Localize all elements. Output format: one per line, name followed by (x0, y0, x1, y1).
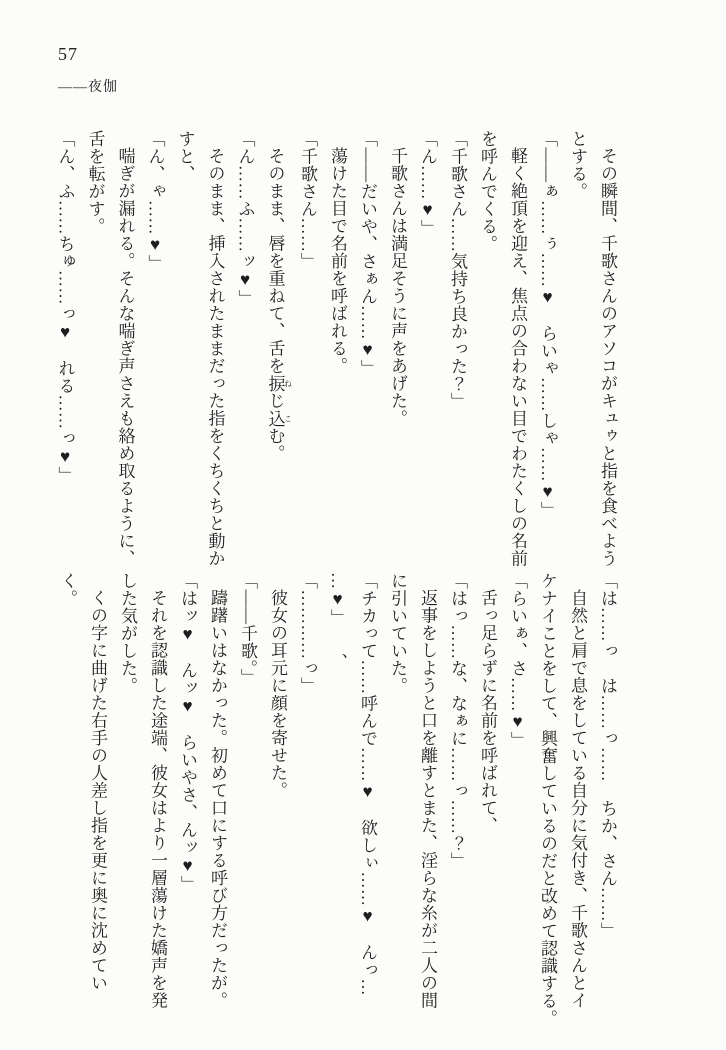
text-line: 「――千歌。」 (238, 572, 257, 686)
text-line: そのまま、挿入されたままだった指をくちくちと動か (205, 147, 225, 567)
text-line: 「ん……ふ……ッ♥」 (235, 130, 255, 307)
text-line: 「ん、ゃ……♥」 (145, 130, 165, 272)
text-line: 喘ぎが漏れる。そんな喘ぎ声さえも絡め取るように、 (115, 147, 135, 567)
text-line: に引いていた。 (388, 572, 407, 695)
text-line: 「は……っ は……っ…… ちか、さん……」 (598, 572, 617, 940)
text-line: 「――だいや、さぁん……♥」 (358, 130, 377, 377)
text-line: く。 (58, 572, 77, 607)
text-block-upper (50, 130, 623, 572)
text-line: くの字に曲げた右手の人差し指を更に奥に沈めてい (88, 589, 107, 992)
text-line: すと、 (175, 130, 195, 183)
text-line: を呼んでくる。 (478, 130, 497, 253)
text-line: …♥」 、 (328, 572, 347, 671)
text-line: そのまま、唇を重ねて、舌を捩 ねじ込 こむ。 (265, 147, 293, 462)
text-line: それを認識した途端、彼女はより一層蕩けた嬌声を発 (148, 589, 167, 1009)
text-line: 千歌さんは満足そうに声をあげた。 (388, 147, 407, 427)
text-line: 「千歌さん……気持ち良かった？」 (448, 130, 467, 410)
text-line: ケナイことをして、興奮しているのだと改めて認識する。 (538, 572, 557, 1027)
text-line: 舌っ足らずに名前を呼ばれて、 (478, 589, 497, 834)
text-line: 軽く絶頂を迎え、焦点の合わない目でわたくしの名前 (508, 147, 527, 567)
text-line: 「はっ……な、なぁに……っ……？」 (448, 572, 467, 870)
text-line: 舌を転がす。 (85, 130, 105, 235)
text-line: 「…………っ」 (298, 572, 317, 695)
text-block-lower (52, 572, 622, 1048)
text-line: 「らいぁ、さ……♥」 (508, 572, 527, 749)
text-line: 「はッ♥ んッ♥ らいやさ、んッ♥」 (178, 572, 197, 893)
text-line: 「千歌さん……」 (298, 130, 317, 270)
text-line: 「――ぁ……ぅ……♥ らいゃ……しゃ……♥」 (538, 130, 557, 519)
text-line: 「ん、ふ……ちゅ……っ♥ れる……っ♥」 (55, 130, 75, 484)
text-line: 彼女の耳元に顔を寄せた。 (268, 589, 287, 799)
text-line: 蕩けた目で名前を呼ばれる。 (328, 147, 347, 375)
text-line: その瞬間、千歌さんのアソコがキュゥと指を食べよう (598, 147, 617, 567)
chapter-title: ――夜伽 (58, 80, 118, 95)
page-number: 57 (58, 44, 78, 64)
text-line: した気がした。 (118, 572, 137, 695)
text-line: 自然と肩で息をしている自分に気付き、千歌さんとイ (568, 589, 587, 1009)
text-line: 躊躇いはなかった。初めて口にする呼び方だったが。 (208, 589, 227, 1009)
text-line: 「チカって……呼んで……♥ 欲しぃ……♥ んっ… (358, 572, 377, 996)
text-line: とする。 (568, 130, 587, 200)
page-header (58, 44, 118, 96)
text-line: 返事をしようと口を離すとまた、淫らな糸が二人の間 (418, 589, 437, 1009)
text-line: 「ん……♥」 (418, 130, 437, 237)
